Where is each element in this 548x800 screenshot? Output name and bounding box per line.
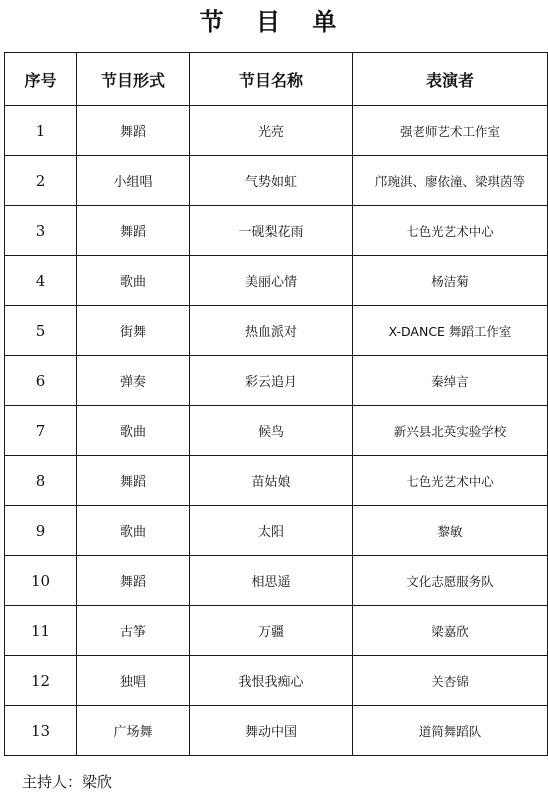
cell-performer: 七色光艺术中心 xyxy=(353,456,548,506)
cell-performer: 关杏锦 xyxy=(353,656,548,706)
cell-sequence: 8 xyxy=(5,456,77,506)
cell-performer: 梁嘉欣 xyxy=(353,606,548,656)
table-row xyxy=(5,656,548,706)
table-row xyxy=(5,556,548,606)
cell-program-type: 弹奏 xyxy=(77,356,190,406)
cell-program-type: 舞蹈 xyxy=(77,556,190,606)
header-performer: 表演者 xyxy=(353,53,548,106)
cell-program-name: 一砚梨花雨 xyxy=(190,206,353,256)
table-row xyxy=(5,156,548,206)
cell-performer: X-DANCE 舞蹈工作室 xyxy=(353,306,548,356)
table-row xyxy=(5,456,548,506)
cell-sequence: 5 xyxy=(5,306,77,356)
cell-program-name: 我恨我痴心 xyxy=(190,656,353,706)
cell-performer: 黎敏 xyxy=(353,506,548,556)
cell-program-type: 舞蹈 xyxy=(77,106,190,156)
cell-sequence: 4 xyxy=(5,256,77,306)
cell-sequence: 3 xyxy=(5,206,77,256)
cell-sequence: 9 xyxy=(5,506,77,556)
cell-program-type: 古筝 xyxy=(77,606,190,656)
cell-sequence: 1 xyxy=(5,106,77,156)
cell-program-type: 广场舞 xyxy=(77,706,190,756)
cell-program-name: 热血派对 xyxy=(190,306,353,356)
cell-program-type: 小组唱 xyxy=(77,156,190,206)
cell-sequence: 13 xyxy=(5,706,77,756)
cell-program-type: 歌曲 xyxy=(77,506,190,556)
cell-program-name: 光亮 xyxy=(190,106,353,156)
cell-sequence: 7 xyxy=(5,406,77,456)
program-rows xyxy=(5,106,548,756)
cell-performer: 七色光艺术中心 xyxy=(353,206,548,256)
table-row xyxy=(5,606,548,656)
cell-program-name: 彩云追月 xyxy=(190,356,353,406)
cell-performer: 强老师艺术工作室 xyxy=(353,106,548,156)
header-program-type: 节目形式 xyxy=(77,53,190,106)
host-line: 主持人：梁欣 xyxy=(22,773,113,791)
cell-program-type: 歌曲 xyxy=(77,256,190,306)
cell-program-type: 街舞 xyxy=(77,306,190,356)
cell-program-name: 候鸟 xyxy=(190,406,353,456)
cell-program-type: 歌曲 xyxy=(77,406,190,456)
cell-program-name: 万疆 xyxy=(190,606,353,656)
cell-program-type: 舞蹈 xyxy=(77,456,190,506)
cell-performer: 邝琬淇、廖依潼、梁琪茵等 xyxy=(353,156,548,206)
table-row xyxy=(5,106,548,156)
cell-sequence: 2 xyxy=(5,156,77,206)
table-row xyxy=(5,506,548,556)
cell-program-name: 舞动中国 xyxy=(190,706,353,756)
program-table xyxy=(4,52,548,756)
cell-sequence: 6 xyxy=(5,356,77,406)
cell-performer: 道简舞蹈队 xyxy=(353,706,548,756)
table-row xyxy=(5,356,548,406)
table-row xyxy=(5,206,548,256)
page-title: 节 目 单 xyxy=(199,7,349,36)
cell-sequence: 12 xyxy=(5,656,77,706)
cell-program-name: 美丽心情 xyxy=(190,256,353,306)
cell-performer: 杨洁菊 xyxy=(353,256,548,306)
header-sequence: 序号 xyxy=(5,53,77,106)
table-header-row xyxy=(5,53,548,106)
cell-program-name: 苗姑娘 xyxy=(190,456,353,506)
cell-program-type: 舞蹈 xyxy=(77,206,190,256)
table-row xyxy=(5,256,548,306)
cell-program-type: 独唱 xyxy=(77,656,190,706)
header-program-name: 节目名称 xyxy=(190,53,353,106)
cell-performer: 文化志愿服务队 xyxy=(353,556,548,606)
cell-performer: 秦绰言 xyxy=(353,356,548,406)
cell-program-name: 相思遥 xyxy=(190,556,353,606)
cell-performer: 新兴县北英实验学校 xyxy=(353,406,548,456)
table-row xyxy=(5,306,548,356)
cell-program-name: 气势如虹 xyxy=(190,156,353,206)
table-row xyxy=(5,706,548,756)
cell-program-name: 太阳 xyxy=(190,506,353,556)
table-row xyxy=(5,406,548,456)
cell-sequence: 11 xyxy=(5,606,77,656)
cell-sequence: 10 xyxy=(5,556,77,606)
